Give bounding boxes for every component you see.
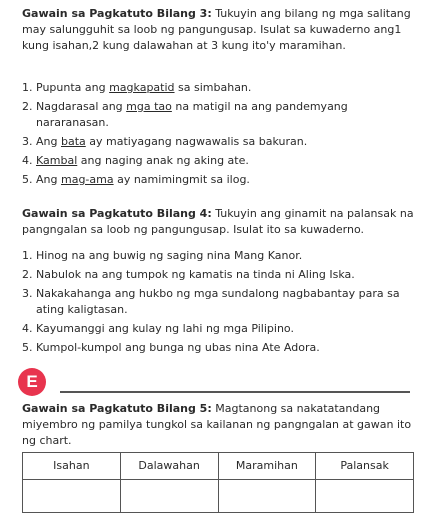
list-item: 5. Ang mag-ama ay namimingmit sa ilog. [22, 172, 250, 186]
section5-instruction: Magtanong sa nakatatandang miyembro ng pamilya tungkol sa kailanan ng pangngalan at gawan ito ng chart. [22, 402, 412, 447]
underlined-word: magkapatid [109, 81, 175, 94]
answer-line [60, 391, 410, 393]
section3-list [22, 80, 414, 191]
column-header-palansak: Palansak [316, 453, 414, 480]
table-cell[interactable] [218, 480, 316, 513]
section3-heading: Gawain sa Pagkatuto Bilang 3: [22, 7, 212, 20]
list-item: 4. Kambal ang naging anak ng aking ate. [22, 153, 249, 167]
list-item: 2. Nagdarasal ang mga tao na matigil na ang pandemyang nararanasan. [22, 99, 348, 129]
section5-heading: Gawain sa Pagkatuto Bilang 5: [22, 402, 212, 415]
section-e-badge: E [18, 368, 46, 396]
section3-paragraph [22, 6, 414, 54]
underlined-word: bata [60, 134, 86, 148]
table-row [23, 480, 414, 513]
list-item: 2. Nabulok na ang tumpok ng kamatis na tinda ni Aling Iska. [22, 267, 355, 281]
section4-instruction: Tukuyin ang ginamit na palansak na pangngalan sa loob ng pangungusap. Isulat ito sa kuwaderno. [22, 207, 414, 236]
section4-heading: Gawain sa Pagkatuto Bilang 4: [22, 207, 212, 220]
list-item: 3. Ang bata ay matiyagang nagwawalis sa bakuran. [22, 134, 308, 148]
list-item: 1. Hinog na ang buwig ng saging nina Mang Kanor. [22, 249, 303, 262]
underlined-word: Kambal [36, 153, 78, 167]
section5-paragraph [22, 401, 414, 449]
section4-list [22, 248, 414, 359]
underlined-word: mga tao [126, 99, 172, 113]
underlined-word: mag-ama [60, 172, 114, 186]
table-cell[interactable] [23, 480, 121, 513]
table-cell[interactable] [120, 480, 218, 513]
column-header-isahan: Isahan [23, 453, 121, 480]
list-item: 4. Kayumanggi ang kulay ng lahi ng mga Pilipino. [22, 321, 294, 335]
table-cell[interactable] [316, 480, 414, 513]
list-item: 5. Kumpol-kumpol ang bunga ng ubas nina Ate Adora. [22, 340, 320, 354]
kailanan-chart-table [22, 452, 414, 513]
section4-paragraph [22, 206, 414, 238]
column-header-maramihan: Maramihan [218, 453, 316, 480]
list-item: 3. Nakakahanga ang hukbo ng mga sundalong nagbabantay para sa ating kaligtasan. [22, 286, 400, 316]
list-item: 1. Pupunta ang magkapatid sa simbahan. [22, 81, 252, 94]
section3-instruction: Tukuyin ang bilang ng mga salitang may salungguhit sa loob ng pangungusap. Isulat sa kuwaderno ang1 kung isahan,2 kung dalawahan at 3 kung ito'y maramihan. [22, 7, 411, 52]
column-header-dalawahan: Dalawahan [120, 453, 218, 480]
